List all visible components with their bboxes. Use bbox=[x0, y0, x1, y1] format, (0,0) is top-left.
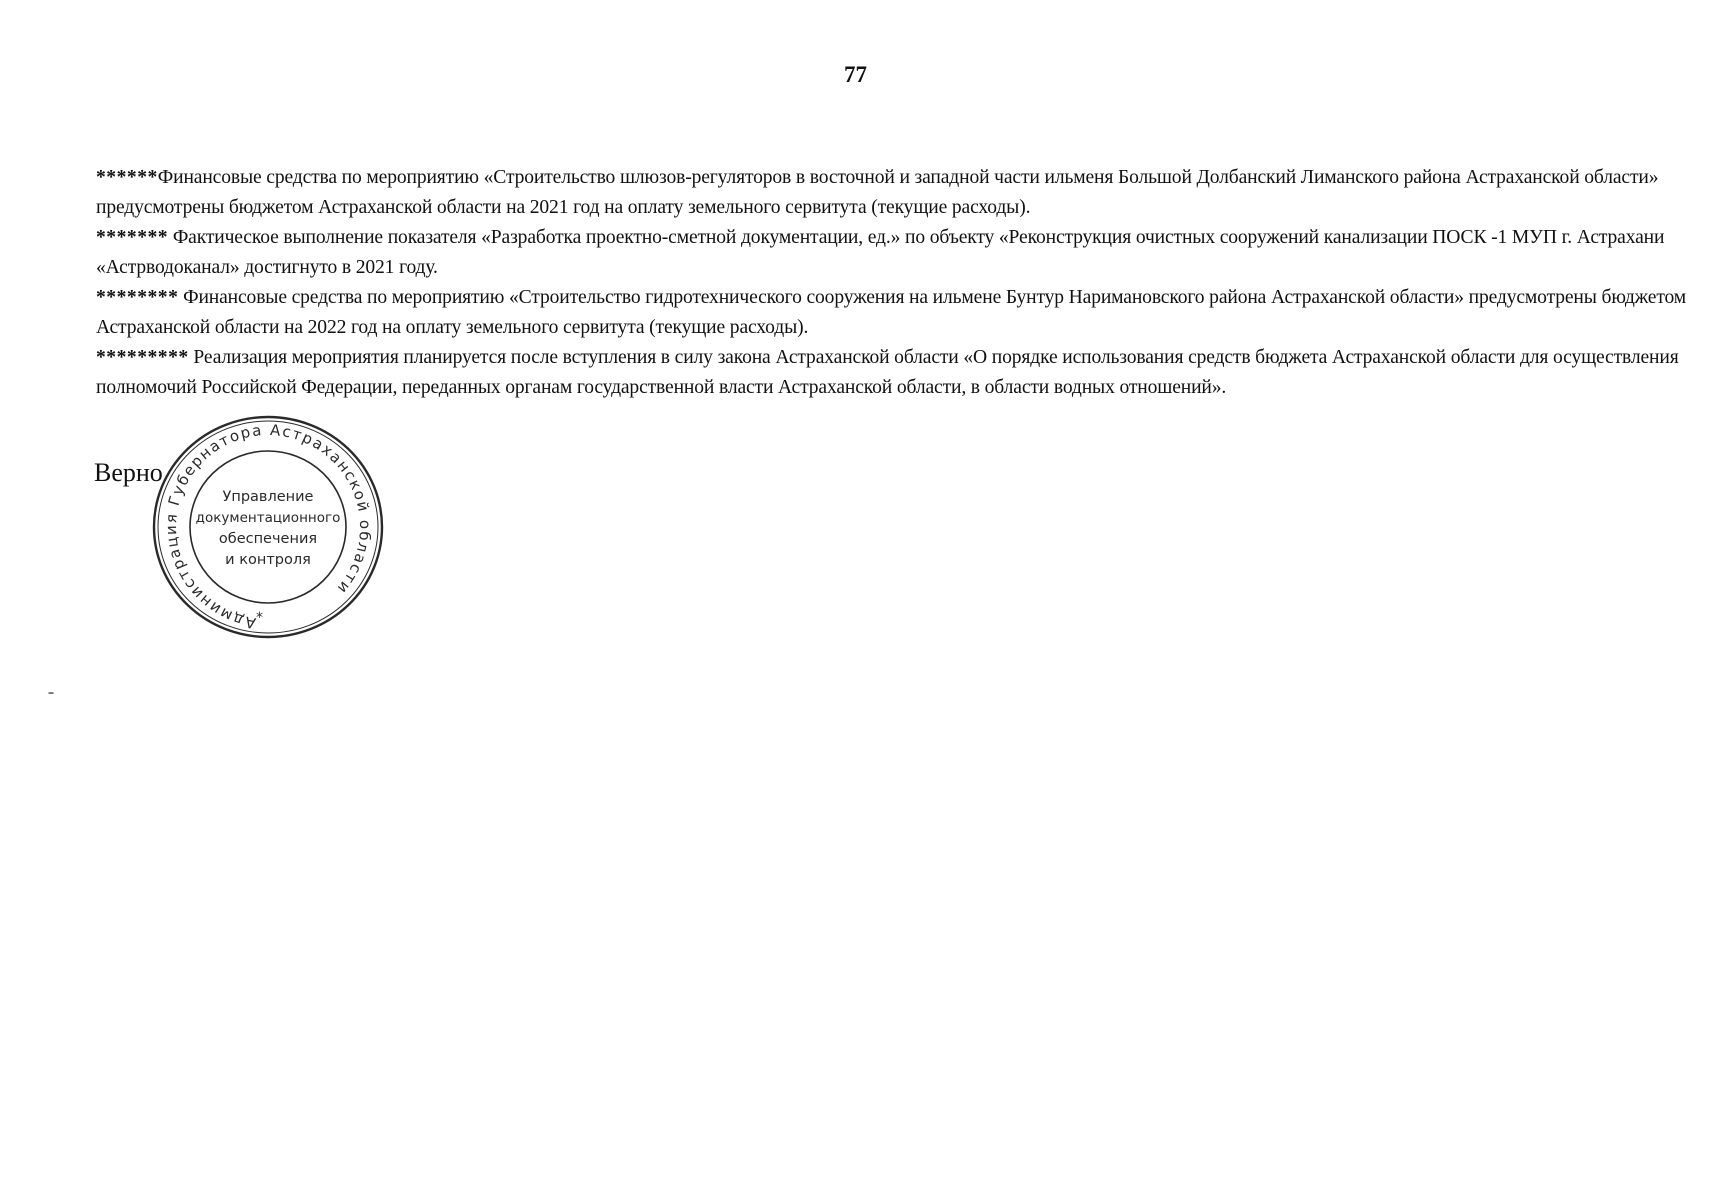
seal-ring-text: Администрация Губернатора Астраханской области bbox=[161, 420, 375, 633]
footnote-text: Финансовые средства по мероприятию «Строительство шлюзов-регуляторов в восточной и западной части ильменя Большой Долбанский Лиманского района Астраханской области» предусмотрены бюджетом Астраханской области на 2021 год на оплату земельного сервитута (текущие расходы). bbox=[96, 167, 1659, 218]
footnote-7 bbox=[96, 223, 1686, 283]
footnote-6 bbox=[96, 163, 1686, 223]
seal-center-line-3: обеспечения bbox=[218, 531, 318, 547]
seal-center-line-1: Управление bbox=[222, 489, 314, 505]
footnote-text: Фактическое выполнение показателя «Разработка проектно-сметной документации, ед.» по объекту «Реконструкция очистных сооружений канализации ПОСК -1 МУП г. Астрахани «Астрводоканал» достигнуто в 2021 году. bbox=[96, 227, 1665, 278]
seal-center-line-2: документационного bbox=[195, 510, 341, 526]
footnote-marker: ******** bbox=[96, 287, 179, 308]
seal-outer-ring-inner bbox=[158, 421, 378, 633]
official-seal bbox=[150, 415, 386, 643]
footnote-9 bbox=[96, 343, 1686, 403]
seal-outer-ring bbox=[154, 417, 382, 637]
footnote-text: Реализация мероприятия планируется после вступления в силу закона Астраханской области «О порядке использования средств бюджета Астраханской области для осуществления полномочий Российской Федерации, переданных органам государственной власти Астраханской области, в области водных отношений». bbox=[96, 347, 1679, 398]
verification-label: Верно bbox=[94, 458, 163, 487]
page-number: 77 bbox=[844, 62, 867, 87]
seal-star: * bbox=[256, 610, 263, 626]
footnotes bbox=[96, 163, 1686, 403]
footnote-marker: ******* bbox=[96, 227, 169, 248]
footnote-text: Финансовые средства по мероприятию «Строительство гидротехнического сооружения на ильмене Бунтур Наримановского района Астраханской области» предусмотрены бюджетом Астраханской области на 2022 год на оплату земельного сервитута (текущие расходы). bbox=[96, 287, 1686, 338]
seal-inner-ring bbox=[190, 451, 346, 603]
scan-speck bbox=[48, 692, 54, 694]
footnote-marker: ********* bbox=[96, 347, 189, 368]
footnote-8 bbox=[96, 283, 1686, 343]
seal-center-line-4: и контроля bbox=[225, 552, 311, 568]
footnote-marker: ****** bbox=[96, 167, 158, 188]
